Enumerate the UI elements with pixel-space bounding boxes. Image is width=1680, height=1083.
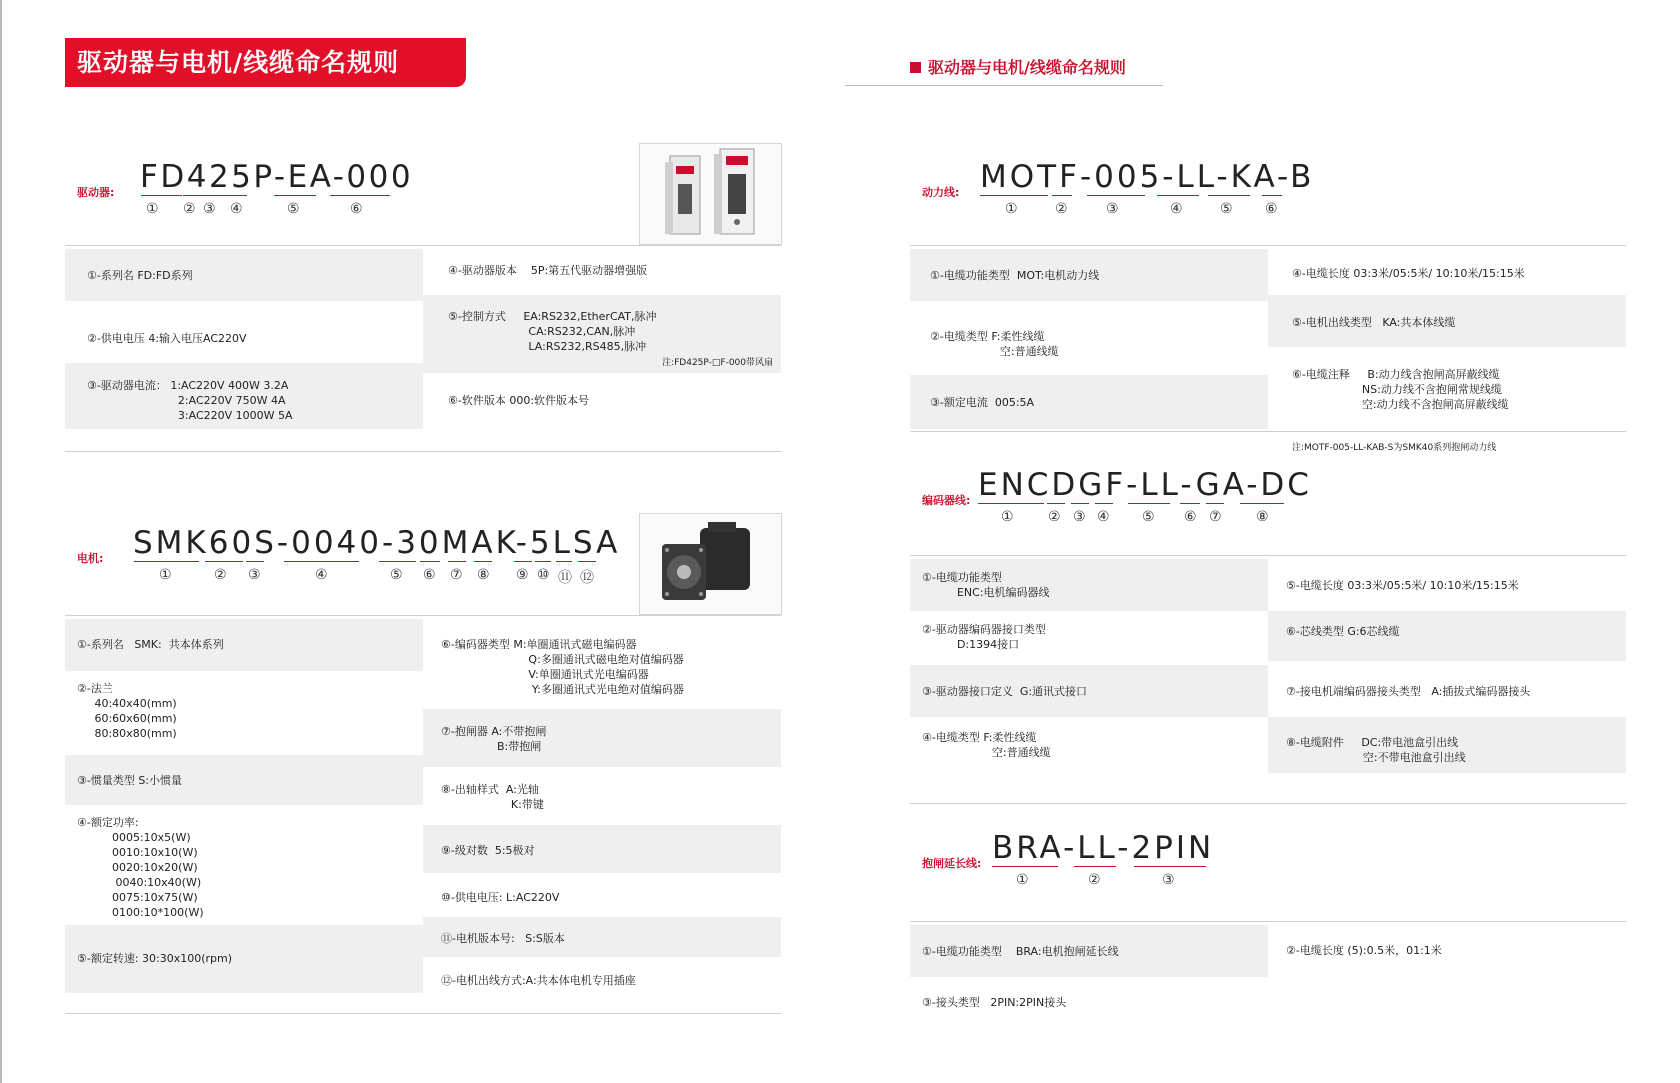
encoder-code-part: -G [1180, 467, 1223, 503]
underline [1180, 503, 1200, 504]
motor-code-part: S [572, 525, 597, 561]
underline [1087, 195, 1145, 196]
power-cable-label: 动力线: [922, 186, 960, 199]
encoder-cable-code [978, 467, 1312, 503]
encoder-code-part: -DC [1246, 467, 1312, 503]
item-text: ①-系列名 SMK: 共本体系列 [77, 638, 224, 651]
note-text: 注:FD425P-□F-000带风扇 [662, 358, 773, 368]
underline [1128, 503, 1170, 504]
motor-item-7 [423, 709, 781, 767]
driver-image [639, 143, 782, 245]
underline [134, 561, 199, 562]
brake-cable-code [992, 830, 1214, 866]
underline [274, 195, 316, 196]
item-text: ①-系列名 FD:FD系列 [87, 269, 193, 282]
index-number: ⑦ [450, 567, 463, 583]
brake-code-part: BRA [992, 830, 1064, 866]
driver-item-4 [423, 249, 781, 295]
underline [448, 561, 466, 562]
power-code-part: MOT [980, 159, 1060, 195]
driver-item-3 [65, 363, 423, 429]
item-text: ⑦-抱闸器 A:不带抱闸 B:带抱闸 [441, 725, 547, 753]
motor-code-part: K [495, 525, 516, 561]
underline [980, 195, 1048, 196]
index-number: ② [1055, 201, 1068, 217]
index-number: ② [1048, 509, 1061, 525]
motor-code-part: M [441, 525, 472, 561]
item-text: ②-驱动器编码器接口类型 D:1394接口 [922, 623, 1046, 651]
driver-code-part: -000 [332, 159, 414, 195]
divider [910, 803, 1626, 804]
divider [65, 245, 781, 246]
index-number: ⑥ [423, 567, 436, 583]
item-text: ⑫-电机出线方式:A:共本体电机专用插座 [441, 974, 636, 987]
motor-item-12 [423, 957, 781, 997]
driver-item-6 [423, 373, 781, 429]
motor-code-part: L [552, 525, 573, 561]
underline [183, 195, 247, 196]
item-text: ⑤-电缆长度 03:3米/05:5米/ 10:10米/15:15米 [1286, 579, 1519, 592]
item-text: ⑩-供电电压: L:AC220V [441, 891, 560, 904]
index-number: ③ [1162, 872, 1175, 888]
item-text: ⑥-电缆注释 B:动力线含抱闸高屏蔽线缆 NS:动力线不含抱闸常规线缆 空:动力线不含抱闸高屏蔽线缆 [1292, 368, 1509, 411]
encoder-cable-label: 编码器线: [922, 494, 971, 507]
power-item-2 [910, 301, 1268, 375]
index-number: ⑧ [1256, 509, 1269, 525]
index-number: ③ [1106, 201, 1119, 217]
underline [1095, 503, 1113, 504]
driver-label: 驱动器: [77, 186, 115, 199]
underline [379, 561, 416, 562]
item-text: ④-驱动器版本 5P:第五代驱动器增强版 [448, 264, 648, 277]
index-number: ④ [315, 567, 328, 583]
right-section-title-text: 驱动器与电机/线缆命名规则 [928, 58, 1126, 77]
index-number: ⑨ [516, 567, 529, 583]
motor-item-11 [423, 917, 781, 957]
index-number: ④ [1170, 201, 1183, 217]
underline [1052, 195, 1072, 196]
item-text: ③-驱动器电流： 1:AC220V 400W 3.2A 2:AC220V 750W 4A 3:AC220V 1000W 5A [87, 379, 293, 422]
divider [910, 555, 1626, 556]
item-text: ②-电缆类型 F:柔性线缆 空:普通线缆 [930, 330, 1059, 358]
index-number: ② [1088, 872, 1101, 888]
divider [910, 431, 1626, 432]
underline [1208, 195, 1250, 196]
underline [330, 195, 390, 196]
underline [205, 561, 243, 562]
encoder-item-7 [1268, 661, 1626, 717]
item-text: ③-接头类型 2PIN:2PIN接头 [922, 996, 1067, 1009]
power-item-1 [910, 249, 1268, 301]
index-number: ⑩ [537, 567, 550, 583]
page-title: 驱动器与电机/线缆命名规则 [65, 38, 466, 87]
motor-code-part: 30 [396, 525, 442, 561]
divider [65, 615, 781, 616]
power-item-6 [1268, 347, 1626, 429]
underline [1240, 503, 1284, 504]
driver-item-1 [65, 249, 423, 301]
power-item-4 [1268, 249, 1626, 295]
index-number: ② [183, 201, 196, 217]
underline [1134, 866, 1206, 867]
encoder-code-part: -LL [1126, 467, 1181, 503]
motor-code-part: A [471, 525, 496, 561]
brake-code-part: -LL [1063, 830, 1118, 866]
encoder-item-8 [1268, 717, 1626, 773]
item-text: ②-供电电压 4:输入电压AC220V [87, 332, 247, 345]
motor-item-6 [423, 619, 781, 709]
underline [420, 561, 440, 562]
index-number: ① [159, 567, 172, 583]
index-number: ① [1001, 509, 1014, 525]
encoder-item-6 [1268, 611, 1626, 661]
item-text: ⑧-出轴样式 A:光轴 K:带键 [441, 783, 544, 811]
motor-code-part: SMK [133, 525, 209, 561]
index-number: ⑤ [1220, 201, 1233, 217]
driver-item-2 [65, 301, 423, 363]
item-text: ⑤-控制方式 EA:RS232,EtherCAT,脉冲 CA:RS232,CAN,脉冲 LA:RS232,RS485,脉冲 [448, 310, 657, 353]
underline [141, 195, 182, 196]
underline [1071, 503, 1089, 504]
divider [65, 1013, 781, 1014]
motor-code-part: 60 [208, 525, 255, 561]
power-code-part: F [1059, 159, 1080, 195]
item-text: ⑪-电机版本号: S:S版本 [441, 932, 565, 945]
underline [578, 561, 596, 562]
brake-item-3 [910, 977, 1268, 1025]
item-text: ①-电缆功能类型 ENC:电机编码器线 [922, 571, 1050, 599]
index-number: ① [1005, 201, 1018, 217]
item-text: ②-法兰 40:40x40(mm) 60:60x60(mm) 80:80x80(mm) [77, 682, 177, 740]
item-text: ③-惯量类型 S:小惯量 [77, 774, 183, 787]
item-text: ②-电缆长度 (5):0.5米，01:1米 [1286, 944, 1442, 957]
index-number: ⑤ [390, 567, 403, 583]
brake-item-2 [1268, 925, 1626, 977]
driver-code-part: 2 [208, 159, 232, 195]
motor-label: 电机: [77, 552, 104, 565]
brake-code-part: -2PIN [1117, 830, 1215, 866]
encoder-code-part: G [1078, 467, 1106, 503]
index-number: ⑦ [1209, 509, 1222, 525]
index-number: ④ [1097, 509, 1110, 525]
index-number: ⑤ [1142, 509, 1155, 525]
motor-item-4 [65, 805, 423, 925]
motor-item-1 [65, 619, 423, 671]
index-number: ④ [230, 201, 243, 217]
motor-item-9 [423, 825, 781, 873]
driver-code-part: FD [140, 159, 187, 195]
driver-item-5 [423, 295, 781, 373]
item-text: ④-电缆长度 03:3米/05:5米/ 10:10米/15:15米 [1292, 267, 1525, 280]
encoder-code-part: D [1051, 467, 1079, 503]
divider [65, 451, 781, 452]
square-bullet-icon [910, 62, 921, 73]
motor-image [639, 513, 782, 615]
motor-code-part: S [254, 525, 277, 561]
underline [1074, 866, 1116, 867]
underline [556, 561, 572, 562]
underline [992, 866, 1058, 867]
item-text: ①-电缆功能类型 BRA:电机抱闸延长线 [922, 945, 1119, 958]
item-text: ⑧-电缆附件 DC:带电池盒引出线 空:不带电池盒引出线 [1286, 736, 1466, 764]
power-item-5 [1268, 295, 1626, 347]
power-code-part: -005 [1079, 159, 1163, 195]
driver-code-part: 4 [186, 159, 209, 195]
power-code-part: -KA [1216, 159, 1277, 195]
right-title-underline [845, 85, 1163, 86]
item-text: ③-额定电流 005:5A [930, 396, 1035, 409]
power-code-part: -B [1276, 159, 1315, 195]
index-number: ⑤ [287, 201, 300, 217]
motor-code-part: 5 [529, 525, 553, 561]
underline [474, 561, 492, 562]
underline [1157, 195, 1199, 196]
brake-item-1 [910, 925, 1268, 977]
underline [1206, 503, 1224, 504]
motor-code-part: - [515, 525, 530, 561]
item-text: ③-驱动器接口定义 G:通讯式接口 [922, 685, 1088, 698]
motor-item-5 [65, 925, 423, 993]
index-number: ① [146, 201, 159, 217]
index-number: ③ [203, 201, 216, 217]
item-text: ⑤-额定转速: 30:30x100(rpm) [77, 952, 233, 965]
item-text: ⑥-芯线类型 G:6芯线缆 [1286, 625, 1400, 638]
index-number: ③ [248, 567, 261, 583]
encoder-item-1 [910, 559, 1268, 611]
power-code-part: -LL [1162, 159, 1217, 195]
motor-code [133, 525, 620, 561]
item-text: ⑥-编码器类型 M:单圈通讯式磁电编码器 Q:多圈通讯式磁电绝对值编码器 V:单圈通讯式光电编码器 Y:多圈通讯式光电绝对值编码器 [441, 638, 684, 696]
underline [1047, 503, 1065, 504]
index-number: ⑫ [580, 570, 594, 586]
motor-code-part: 0040 [291, 525, 382, 561]
encoder-item-5 [1268, 559, 1626, 611]
divider [910, 245, 1626, 246]
index-number: ⑥ [350, 201, 363, 217]
underline [535, 561, 551, 562]
power-item-3 [910, 375, 1268, 429]
underline [1262, 195, 1282, 196]
item-text: ⑥-软件版本 000:软件版本号 [448, 394, 590, 407]
right-section-title [910, 55, 1126, 78]
index-number: ⑥ [1265, 201, 1278, 217]
brake-cable-label: 抱闸延长线: [922, 857, 982, 870]
index-number: ② [214, 567, 227, 583]
item-text: ④-额定功率: 0005:10x5(W) 0010:10x10(W) 0020:10x20(W) 0040:10x40(W) 0075:10x75(W) 0100:10*100(W) [77, 816, 204, 919]
motor-item-10 [423, 873, 781, 917]
encoder-code-part: A [1222, 467, 1247, 503]
item-text: ①-电缆功能类型 MOT:电机动力线 [930, 269, 1100, 282]
encoder-item-3 [910, 665, 1268, 717]
index-number: ① [1016, 872, 1029, 888]
index-number: ③ [1073, 509, 1086, 525]
index-number: ⑪ [558, 570, 572, 586]
driver-code-part: -EA [273, 159, 333, 195]
divider [910, 921, 1626, 922]
underline [284, 561, 359, 562]
power-note: 注:MOTF-005-LL-KAB-S为SMK40系列抱闸动力线 [1292, 443, 1497, 453]
index-number: ⑧ [477, 567, 490, 583]
page-edge [0, 0, 2, 1083]
motor-item-3 [65, 755, 423, 805]
motor-code-part: A [596, 525, 621, 561]
encoder-item-4 [910, 717, 1268, 773]
item-text: ⑨-级对数 5:5极对 [441, 844, 535, 857]
encoder-code-part: F [1105, 467, 1127, 503]
index-number: ⑥ [1184, 509, 1197, 525]
encoder-code-part: ENC [978, 467, 1052, 503]
encoder-item-2 [910, 611, 1268, 665]
motor-code-part: - [276, 525, 292, 561]
driver-code [140, 159, 413, 195]
item-text: ⑦-接电机端编码器接头类型 A:插拔式编码器接头 [1286, 685, 1531, 698]
underline [514, 561, 532, 562]
motor-item-8 [423, 767, 781, 825]
underline [246, 561, 264, 562]
motor-code-part: - [382, 525, 397, 561]
item-text: ⑤-电机出线类型 KA:共本体线缆 [1292, 316, 1456, 329]
underline [978, 503, 1044, 504]
power-cable-code [980, 159, 1314, 195]
item-text: ④-电缆类型 F:柔性线缆 空:普通线缆 [922, 731, 1051, 759]
driver-code-part: 5P [231, 159, 274, 195]
